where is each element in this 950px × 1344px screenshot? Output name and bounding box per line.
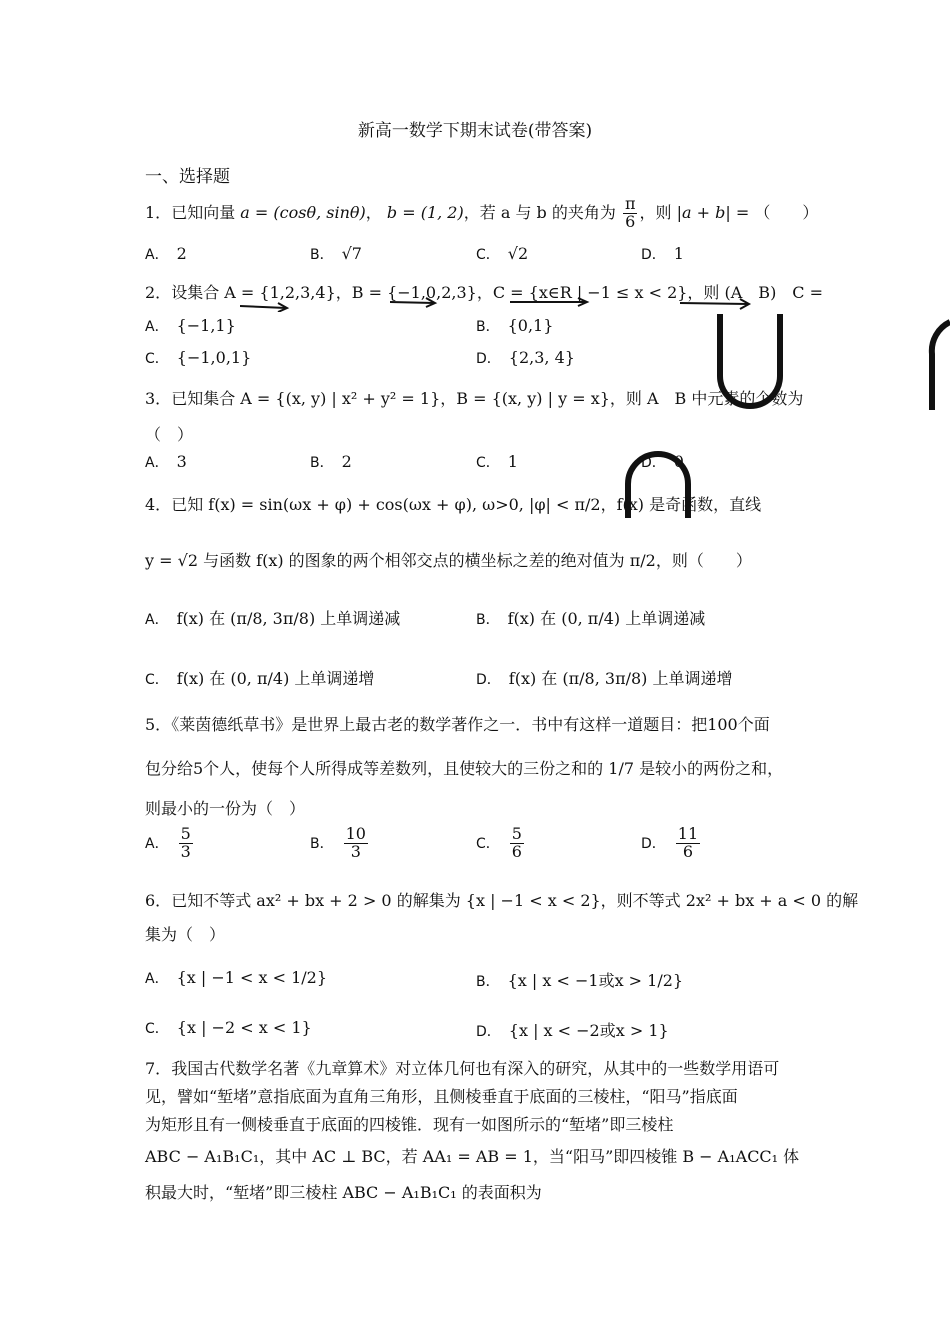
question-text: 已知 f(x) = sin(ωx + φ) + cos(ωx + φ), ω>0, |φ| < π/2，f(x) 是奇函数，直线 xyxy=(171,495,762,514)
question-3-cont: （ ） xyxy=(145,425,194,444)
arrow-artifact-icon xyxy=(680,296,752,310)
question-number: 3． xyxy=(145,389,172,408)
option-b[interactable]: B． 2 xyxy=(310,452,352,471)
question-5-line2: 包分给5个人，使每个人所得成等差数列，且使较大的三份之和的 1/7 是较小的两份之和， xyxy=(145,759,784,778)
question-text: 已知向量 xyxy=(171,202,236,222)
question-number: 2． xyxy=(145,283,172,302)
question-text: 设集合 A = {1,2,3,4}，B = {−1,0,2,3}，C = {x∈R | −1 ≤ x < 2}，则 (A B) C = xyxy=(171,283,824,302)
arrow-artifact-icon xyxy=(390,296,438,308)
angle-fraction: $\frac{\pi}{6}$ xyxy=(624,194,636,231)
option-d[interactable]: D． f(x) 在 (π/8, 3π/8) 上单调递增 xyxy=(476,669,733,688)
option-c[interactable]: C． {−1,0,1} xyxy=(145,348,252,367)
section-heading: 一、选择题 xyxy=(145,167,230,187)
option-a[interactable]: A． 2 xyxy=(145,244,187,263)
option-c[interactable]: C． {x | −2 < x < 1} xyxy=(145,1018,312,1037)
question-6 xyxy=(145,888,858,911)
question-7-line2: 见，譬如“堑堵”意指底面为直角三角形，且侧棱垂直于底面的三棱柱，“阳马”指底面 xyxy=(145,1087,738,1106)
option-d[interactable]: D． 0 xyxy=(641,452,684,471)
vector-a: a = (cosθ, sinθ) xyxy=(240,202,366,222)
option-a[interactable]: A． $\frac{5}{3}$ xyxy=(145,824,191,861)
option-d[interactable]: D． 1 xyxy=(641,244,684,263)
vector-b: b = (1, 2) xyxy=(386,202,464,222)
option-c[interactable]: C． √2 xyxy=(476,244,529,263)
norm-expression: |a + b| xyxy=(676,202,731,222)
option-b[interactable]: B． {0,1} xyxy=(476,316,554,335)
option-d[interactable]: D． {2,3, 4} xyxy=(476,348,575,367)
question-7-line5: 积最大时，“堑堵”即三棱柱 ABC − A₁B₁C₁ 的表面积为 xyxy=(145,1183,542,1202)
option-a[interactable]: A． f(x) 在 (π/8, 3π/8) 上单调递减 xyxy=(145,609,401,628)
question-number: 4． xyxy=(145,495,172,514)
question-number: 7． xyxy=(145,1059,172,1078)
option-a[interactable]: A． {−1,1} xyxy=(145,316,236,335)
question-5 xyxy=(145,712,770,735)
page-title: 新高一数学下期末试卷(带答案) xyxy=(357,121,593,141)
arrow-artifact-icon xyxy=(240,300,290,312)
question-number: 5． xyxy=(145,715,172,734)
question-3 xyxy=(145,386,803,409)
option-b[interactable]: B． {x | x < −1或x > 1/2} xyxy=(476,971,684,990)
question-text: 我国古代数学名著《九章算术》对立体几何也有深入的研究，从其中的一些数学用语可 xyxy=(171,1059,780,1078)
option-a[interactable]: A． {x | −1 < x < 1/2} xyxy=(145,968,328,987)
question-5-line3: 则最小的一份为（ ） xyxy=(145,799,306,818)
question-number: 6． xyxy=(145,891,172,910)
question-7-line4: ABC − A₁B₁C₁，其中 AC ⊥ BC，若 AA₁ = AB = 1，当“阳马”即四棱锥 B − A₁ACC₁ 体 xyxy=(145,1147,800,1166)
question-text: 《莱茵德纸草书》是世界上最古老的数学著作之一．书中有这样一道题目：把100个面 xyxy=(171,715,770,734)
option-a[interactable]: A． 3 xyxy=(145,452,187,471)
option-c[interactable]: C． f(x) 在 (0, π/4) 上单调递增 xyxy=(145,669,375,688)
option-b[interactable]: B． f(x) 在 (0, π/4) 上单调递减 xyxy=(476,609,706,628)
arrow-artifact-icon xyxy=(510,296,590,308)
question-7-line3: 为矩形且有一侧棱垂直于底面的四棱锥．现有一如图所示的“堑堵”即三棱柱 xyxy=(145,1115,674,1134)
question-4-cont: y = √2 与函数 f(x) 的图象的两个相邻交点的横坐标之差的绝对值为 π/2，则（ ） xyxy=(145,551,752,570)
option-c[interactable]: C． 1 xyxy=(476,452,518,471)
option-b[interactable]: B． √7 xyxy=(310,244,362,263)
question-text: 已知集合 A = {(x, y) | x² + y² = 1}，B = {(x, y) | y = x}，则 A B 中元素的个数为 xyxy=(171,389,804,408)
question-number: 1． xyxy=(145,202,172,222)
option-b[interactable]: B． $\frac{10}{3}$ xyxy=(310,824,366,861)
question-4 xyxy=(145,492,761,515)
question-6-line2: 集为（ ） xyxy=(145,925,226,944)
option-c[interactable]: C． $\frac{5}{6}$ xyxy=(476,824,522,861)
option-d[interactable]: D． $\frac{11}{6}$ xyxy=(641,824,699,861)
question-text: 已知不等式 ax² + bx + 2 > 0 的解集为 {x | −1 < x < 2}，则不等式 2x² + bx + a < 0 的解 xyxy=(171,891,859,910)
intersection-fragment-icon xyxy=(928,318,950,412)
option-d[interactable]: D． {x | x < −2或x > 1} xyxy=(476,1021,669,1040)
question-1: 1．已知向量 a = (cosθ, sinθ)， b = (1, 2)，若 a 与 b 的夹角为 $\frac{\pi}{6}$ ，则 |a + b| = （ ） xyxy=(145,194,819,231)
question-7 xyxy=(145,1056,779,1079)
